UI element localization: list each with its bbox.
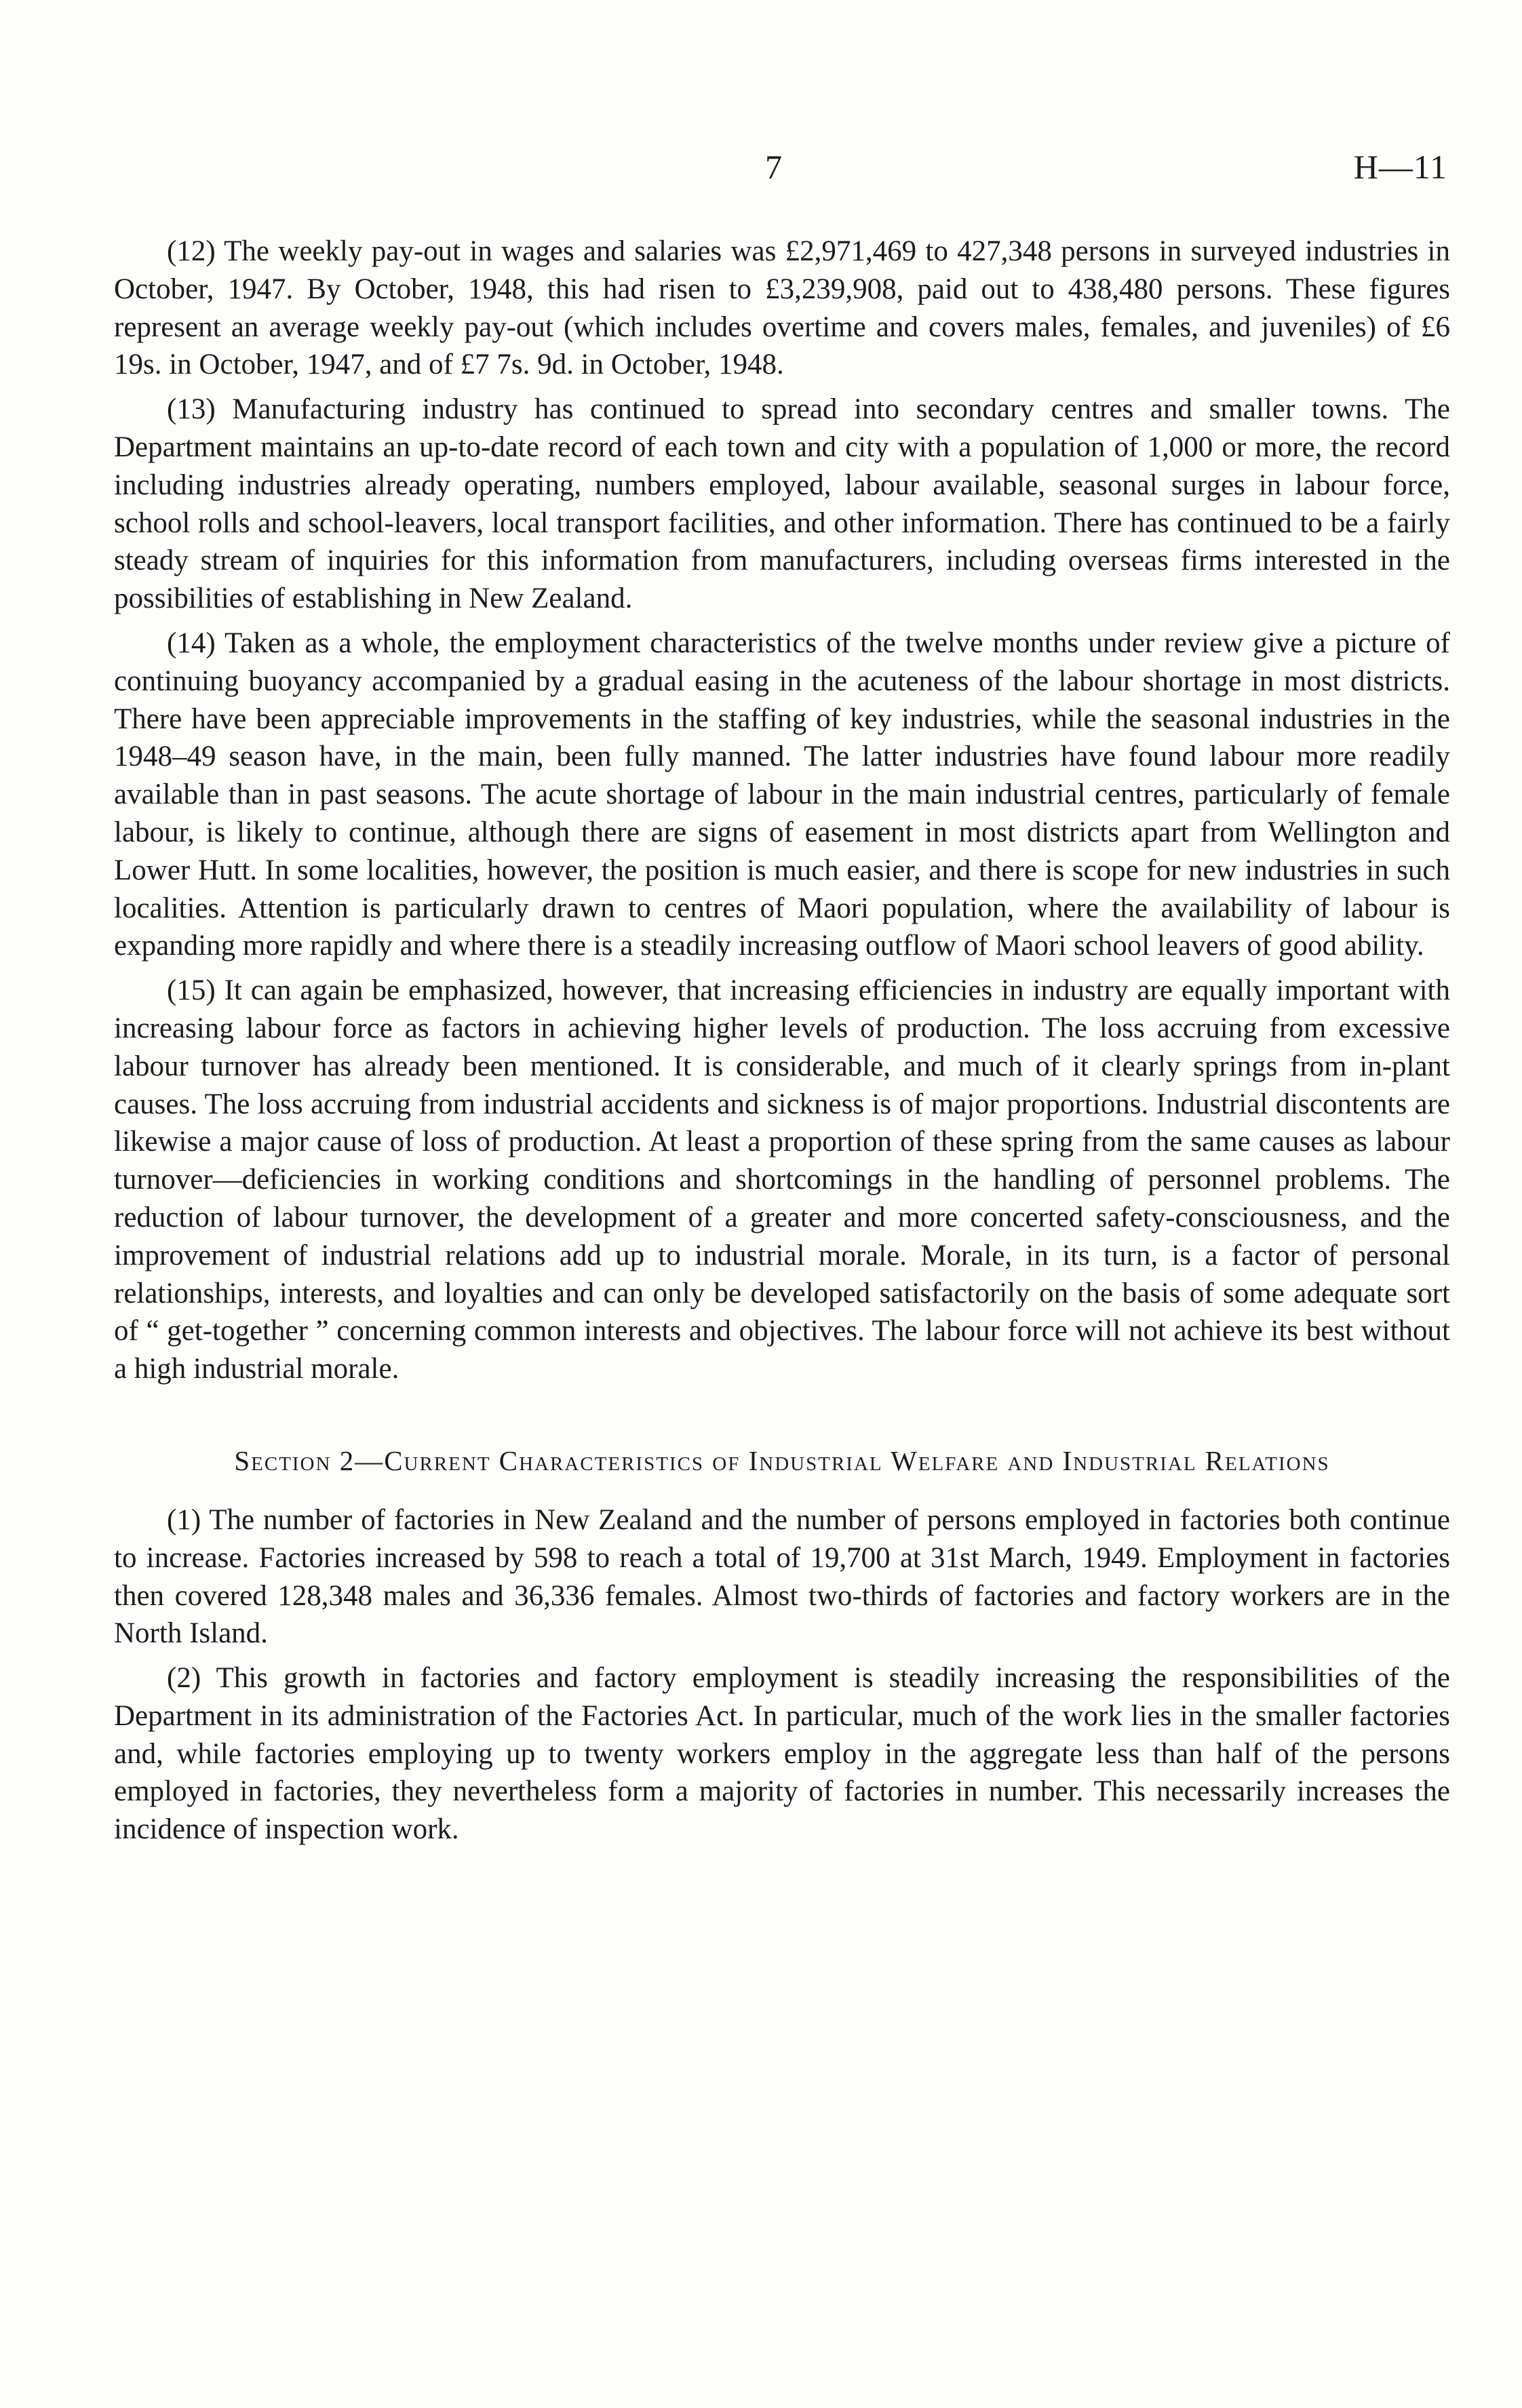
section-2-paragraph-2: (2) This growth in factories and factory employment is steadily increasing the responsibilities of the Department in its administration of the Factories Act. In particular, much of the work lies in the smaller factories and, while factories employing up to twenty workers employ in the aggregate less than half of the persons employed in factories, they nevertheless form a majority of factories in number. This necessarily increases the incidence of inspection work.: [114, 1662, 1450, 1846]
body-text: [114, 233, 1450, 1849]
paragraph-13: (13) Manufacturing industry has continued to spread into secondary centres and smaller towns. The Department maintains an up-to-date record of each town and city with a population of 1,000 or more, the record including industries already operating, numbers employed, labour available, seasonal surges in labour force, school rolls and school-leavers, local transport facilities, and other information. There has continued to be a fairly steady stream of inquiries for this information from manufacturers, including overseas firms interested in the possibilities of establishing in New Zealand.: [114, 393, 1450, 615]
section-heading: Section 2—Current Characteristics of Industrial Welfare and Industrial Relations: [234, 1444, 1330, 1476]
paragraph-12: (12) The weekly pay-out in wages and salaries was £2,971,469 to 427,348 persons in surveyed industries in October, 1947. By October, 1948, this had risen to £3,239,908, paid out to 438,480 persons. These figures represent an average weekly pay-out (which includes overtime and covers males, females, and juveniles) of £6 19s. in October, 1947, and of £7 7s. 9d. in October, 1948.: [114, 235, 1450, 381]
section-2-paragraph-1: (1) The number of factories in New Zealand and the number of persons employed in factories both continue to increase. Factories increased by 598 to reach a total of 19,700 at 31st March, 1949. Employment in factories then covered 128,348 males and 36,336 females. Almost two-thirds of factories and factory workers are in the North Island.: [114, 1503, 1450, 1650]
paragraph-15: (15) It can again be emphasized, however, that increasing efficiencies in industry are equally important with increasing labour force as factors in achieving higher levels of production. The loss accruing from excessive labour turnover has already been mentioned. It is considerable, and much of it clearly springs from in-plant causes. The loss accruing from industrial accidents and sickness is of major proportions. Industrial discontents are likewise a major cause of loss of production. At least a proportion of these spring from the same causes as labour turnover—deficiencies in working conditions and shortcomings in the handling of personnel problems. The reduction of labour turnover, the development of a greater and more concerted safety-consciousness, and the improvement of industrial relations add up to industrial morale. Morale, in its turn, is a factor of personal relationships, interests, and loyalties and can only be developed satisfactorily on the basis of some adequate sort of “ get-together ” concerning common interests and objectives. The labour force will not achieve its best without a high industrial morale.: [114, 974, 1450, 1385]
report-code: H—11: [1353, 148, 1447, 186]
page-number: 7: [765, 148, 783, 186]
paragraph-14: (14) Taken as a whole, the employment characteristics of the twelve months under review give a picture of continuing buoyancy accompanied by a gradual easing in the acuteness of the labour shortage in most districts. There have been appreciable improvements in the staffing of key industries, while the seasonal industries in the 1948–49 season have, in the main, been fully manned. The latter industries have found labour more readily available than in past seasons. The acute shortage of labour in the main industrial centres, particularly of female labour, is likely to continue, although there are signs of easement in most districts apart from Wellington and Lower Hutt. In some localities, however, the position is much easier, and there is scope for new industries in such localities. Attention is particularly drawn to centres of Maori population, where the availability of labour is expanding more rapidly and where there is a steadily increasing outflow of Maori school leavers of good ability.: [114, 627, 1450, 962]
